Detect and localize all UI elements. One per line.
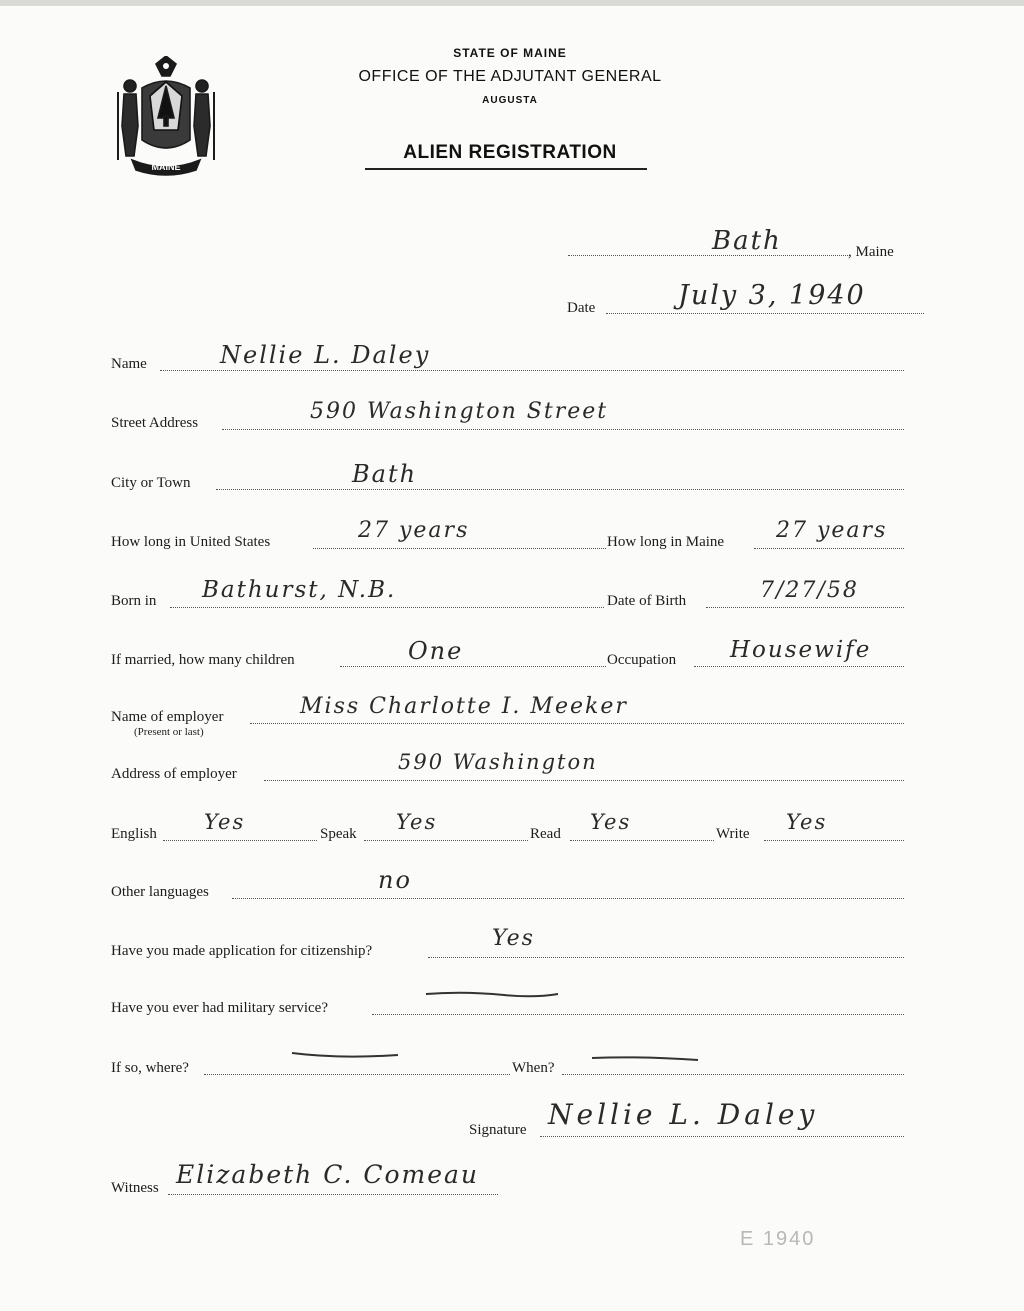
- dob-line: [706, 607, 904, 608]
- citizenship-value[interactable]: Yes: [492, 926, 535, 951]
- speak-value[interactable]: Yes: [396, 810, 438, 834]
- street-line: [222, 429, 904, 430]
- seal-banner-text: MAINE: [151, 162, 181, 172]
- occupation-line: [694, 666, 904, 667]
- how-long-maine-label: How long in Maine: [607, 534, 725, 550]
- dob-label: Date of Birth: [607, 593, 687, 609]
- children-value[interactable]: One: [408, 637, 464, 665]
- place-line: [568, 255, 848, 256]
- write-line: [764, 840, 904, 841]
- english-line: [163, 840, 317, 841]
- citizenship-label: Have you made application for citizenship?: [111, 943, 373, 959]
- how-long-maine-line: [754, 548, 904, 549]
- employer-line: [250, 723, 904, 724]
- signature-value[interactable]: Nellie L. Daley: [548, 1098, 819, 1131]
- read-line: [570, 840, 714, 841]
- where-line: [204, 1074, 510, 1075]
- when-label: When?: [512, 1060, 555, 1076]
- citizenship-line: [428, 957, 904, 958]
- employer-address-value[interactable]: 590 Washington: [398, 750, 598, 774]
- city-label: City or Town: [111, 475, 191, 491]
- header-office: OFFICE OF THE ADJUTANT GENERAL: [358, 68, 662, 85]
- speak-line: [364, 840, 528, 841]
- date-line: [606, 313, 924, 314]
- signature-label: Signature: [469, 1122, 527, 1138]
- other-languages-line: [232, 898, 904, 899]
- when-line: [562, 1074, 904, 1075]
- write-value[interactable]: Yes: [786, 810, 828, 834]
- born-in-label: Born in: [111, 593, 157, 609]
- born-in-line: [170, 607, 604, 608]
- employer-address-line: [264, 780, 904, 781]
- employer-address-label: Address of employer: [111, 766, 237, 782]
- children-label: If married, how many children: [111, 652, 295, 668]
- page-top-edge: [0, 0, 1024, 6]
- name-value[interactable]: Nellie L. Daley: [220, 341, 431, 369]
- speak-label: Speak: [320, 826, 357, 842]
- children-line: [340, 666, 606, 667]
- form-title: ALIEN REGISTRATION: [403, 142, 617, 163]
- military-line: [372, 1014, 904, 1015]
- city-line: [216, 489, 904, 490]
- when-dash-mark[interactable]: [590, 1054, 700, 1064]
- header-city: AUGUSTA: [482, 95, 538, 106]
- name-label: Name: [111, 356, 147, 372]
- date-label: Date: [567, 300, 596, 316]
- military-label: Have you ever had military service?: [111, 1000, 328, 1016]
- street-label: Street Address: [111, 415, 199, 431]
- name-line: [160, 370, 904, 371]
- place-state-label: , Maine: [848, 244, 894, 260]
- witness-value[interactable]: Elizabeth C. Comeau: [176, 1160, 480, 1189]
- employer-value[interactable]: Miss Charlotte I. Meeker: [300, 694, 628, 719]
- read-label: Read: [530, 826, 561, 842]
- read-value[interactable]: Yes: [590, 810, 632, 834]
- english-label: English: [111, 826, 157, 842]
- witness-line: [168, 1194, 498, 1195]
- military-dash-mark[interactable]: [424, 990, 560, 1000]
- city-value[interactable]: Bath: [352, 460, 418, 488]
- english-value[interactable]: Yes: [204, 810, 246, 834]
- where-label: If so, where?: [111, 1060, 189, 1076]
- state-seal-icon: [112, 56, 220, 178]
- signature-line: [540, 1136, 904, 1137]
- date-value[interactable]: July 3, 1940: [678, 280, 866, 311]
- occupation-label: Occupation: [607, 652, 677, 668]
- how-long-us-value[interactable]: 27 years: [358, 518, 470, 543]
- place-city-value[interactable]: Bath: [712, 226, 782, 256]
- header-state: STATE OF MAINE: [453, 46, 567, 60]
- received-stamp: E 1940: [740, 1228, 816, 1250]
- employer-label: Name of employer: [111, 709, 224, 725]
- how-long-us-line: [313, 548, 606, 549]
- employer-sublabel: (Present or last): [134, 726, 204, 738]
- street-value[interactable]: 590 Washington Street: [310, 399, 609, 424]
- where-dash-mark[interactable]: [290, 1050, 400, 1060]
- born-in-value[interactable]: Bathurst, N.B.: [202, 577, 397, 603]
- other-languages-label: Other languages: [111, 884, 209, 900]
- how-long-us-label: How long in United States: [111, 534, 271, 550]
- title-underline: [365, 168, 647, 170]
- how-long-maine-value[interactable]: 27 years: [776, 518, 888, 543]
- witness-label: Witness: [111, 1180, 159, 1196]
- occupation-value[interactable]: Housewife: [730, 637, 872, 663]
- dob-value[interactable]: 7/27/58: [760, 578, 859, 603]
- write-label: Write: [716, 826, 750, 842]
- other-languages-value[interactable]: no: [378, 866, 412, 894]
